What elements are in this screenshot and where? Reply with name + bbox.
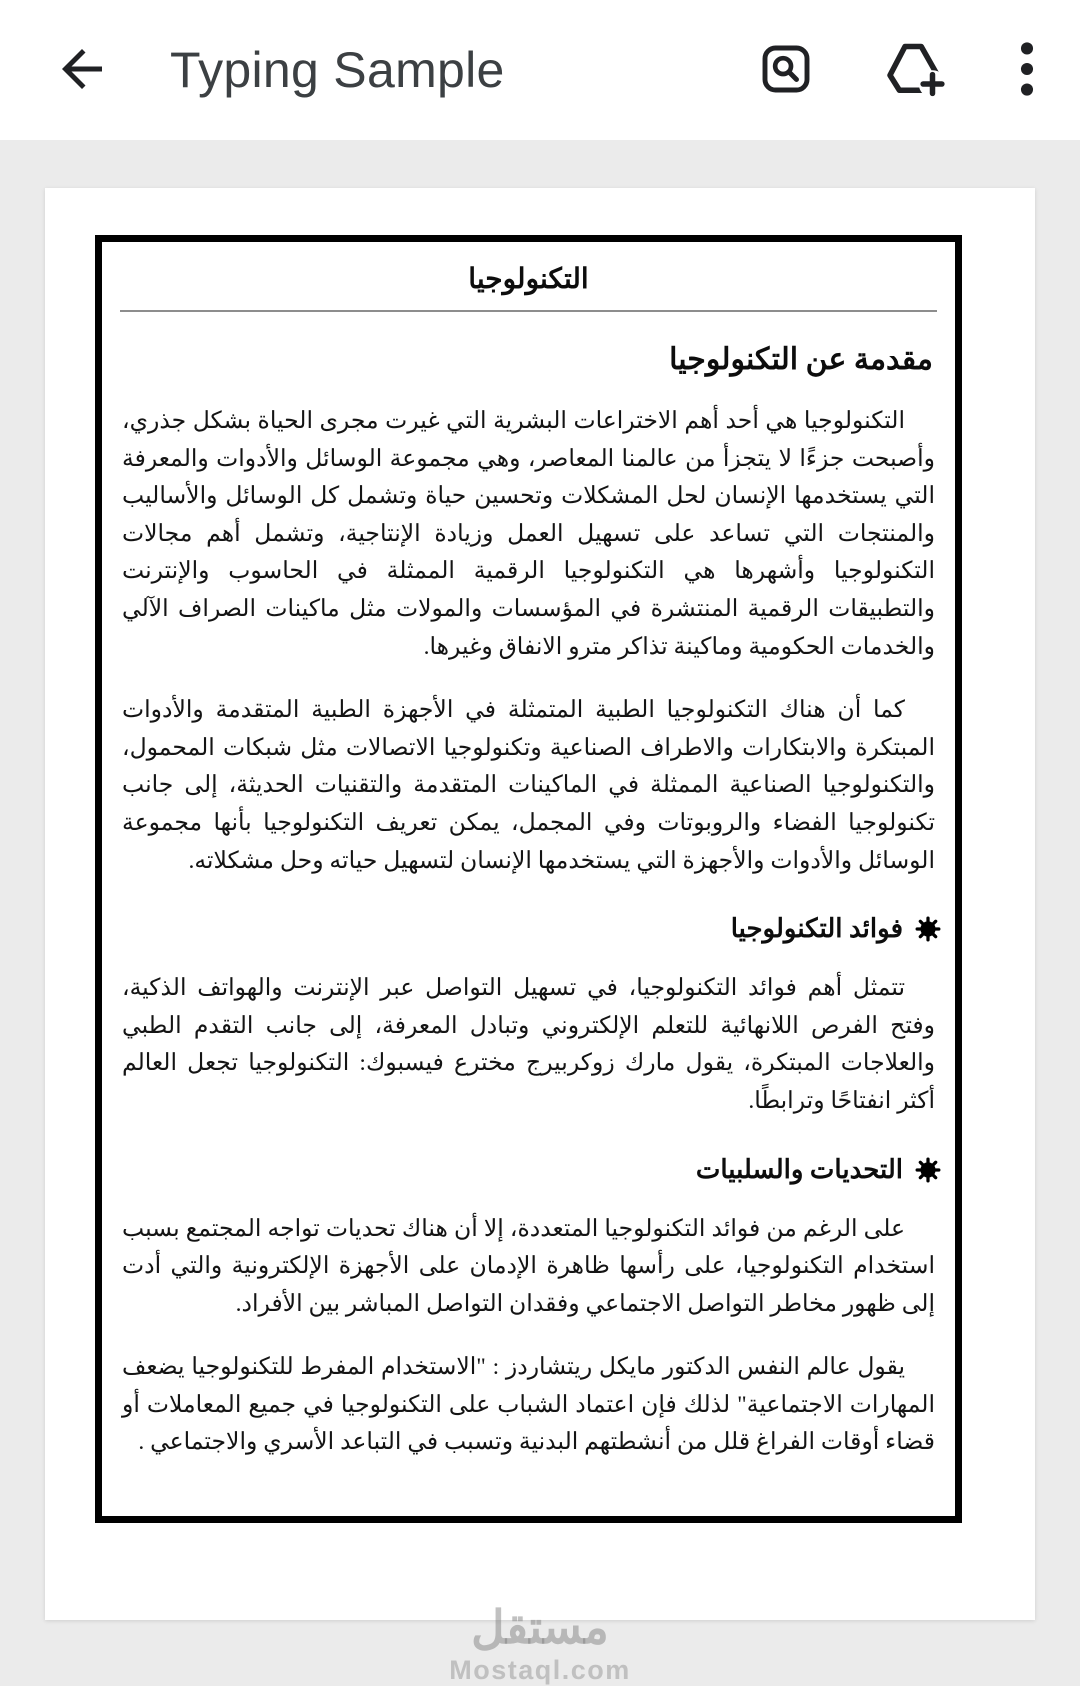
more-vertical-icon: [1016, 40, 1038, 101]
watermark-domain: Mostaql.com: [449, 1654, 631, 1685]
back-button[interactable]: [50, 38, 114, 102]
document-scroll-area[interactable]: [0, 140, 1080, 1685]
title-divider: [120, 310, 937, 312]
back-arrow-icon: [52, 39, 112, 102]
app-bar: [0, 0, 1080, 140]
section-heading-challenges: [116, 1155, 941, 1185]
starburst-bullet-icon: [915, 1157, 941, 1183]
paragraph: تتمثل أهم فوائد التكنولوجيا، في تسهيل التواصل عبر الإنترنت والهواتف الذكية، وفتح الفرص اللانهائية للتعلم الإلكتروني وتبادل المعرفة، إلى جانب التقدم الطبي والعلاجات المبتكرة، يقول مارك زوكربيرج مخترع فيسبوك: التكنولوجيا تجعل العالم أكثر انفتاحًا وترابطًا.: [122, 975, 935, 1114]
section-heading-label: فوائد التكنولوجيا: [730, 914, 903, 944]
add-to-drive-icon: [882, 39, 948, 102]
paragraph: على الرغم من فوائد التكنولوجيا المتعددة، إلا أن هناك تحديات تواجه المجتمع بسبب استخدام التكنولوجيا، على رأسها ظاهرة الإدمان على الأجهزة الإلكترونية والتي أدت إلى ظهور مخاطر التواصل الاجتماعي وفقدان التواصل المباشر بين الأفراد.: [122, 1215, 935, 1317]
app-bar-actions: [758, 39, 1038, 102]
document-title: التكنولوجيا: [468, 264, 589, 295]
find-in-page-button[interactable]: [758, 41, 814, 100]
overflow-menu-button[interactable]: [1016, 40, 1038, 101]
starburst-bullet-icon: [915, 916, 941, 942]
document-border-box: [95, 235, 962, 1523]
paragraph: يقول عالم النفس الدكتور مايكل ريتشاردز : "الاستخدام المفرط للتكنولوجيا يضعف المهارات الاجتماعية" لذلك فإن اعتماد الشباب على التكنولوجيا في جميع المعاملات أو قضاء أوقات الفراغ قلل من أنشطتهم البدنية وتسبب في التباعد الأسري والاجتماعي .: [122, 1354, 935, 1456]
document-page: [45, 188, 1035, 1620]
paragraph: كما أن هناك التكنولوجيا الطبية المتمثلة في الأجهزة الطبية المتقدمة والأدوات المبتكرة والابتكارات والاطراف الصناعية وتكنولوجيا الاتصالات مثل شبكات المحمول، والتكنولوجيا الصناعية الممثلة في الماكينات المتقدمة والتقنيات الحديثة، إلى جانب تكنولوجيا الفضاء والروبوتات وفي المجمل، يمكن تعريف التكنولوجيا بأنها مجموعة الوسائل والأدوات والأجهزة التي يستخدمها الإنسان لتسهيل حياته وحل مشكلاته.: [122, 697, 935, 874]
paragraph: التكنولوجيا هي أحد أهم الاختراعات البشرية التي غيرت مجرى الحياة بشكل جذري، وأصبحت جزءًا لا يتجزأ من عالمنا المعاصر، وهي مجموعة الوسائل والأدوات والمعرفة التي يستخدمها الإنسان لحل المشكلات وتحسين حياة وتشمل كل الوسائل والأساليب والمنتجات التي تساعد على تسهيل العمل وزيادة الإنتاجية، وتشمل أهم مجالات التكنولوجيا وأشهرها هي التكنولوجيا الرقمية الممثلة في الحاسوب والإنترنت والتطبيقات الرقمية المنتشرة في المؤسسات والمولات مثل ماكينات الصراف الآلي والخدمات الحكومية وماكينة تذاكر مترو الانفاق وغيرها.: [122, 408, 935, 660]
section-heading-label: التحديات والسلبيات: [695, 1154, 903, 1184]
find-in-page-icon: [758, 41, 814, 100]
intro-heading: مقدمة عن التكنولوجيا: [669, 343, 933, 376]
add-to-drive-button[interactable]: [882, 39, 948, 102]
app-title: Typing Sample: [170, 42, 505, 98]
section-heading-benefits: [116, 914, 941, 944]
watermark-arabic: مستقل: [471, 1601, 609, 1653]
